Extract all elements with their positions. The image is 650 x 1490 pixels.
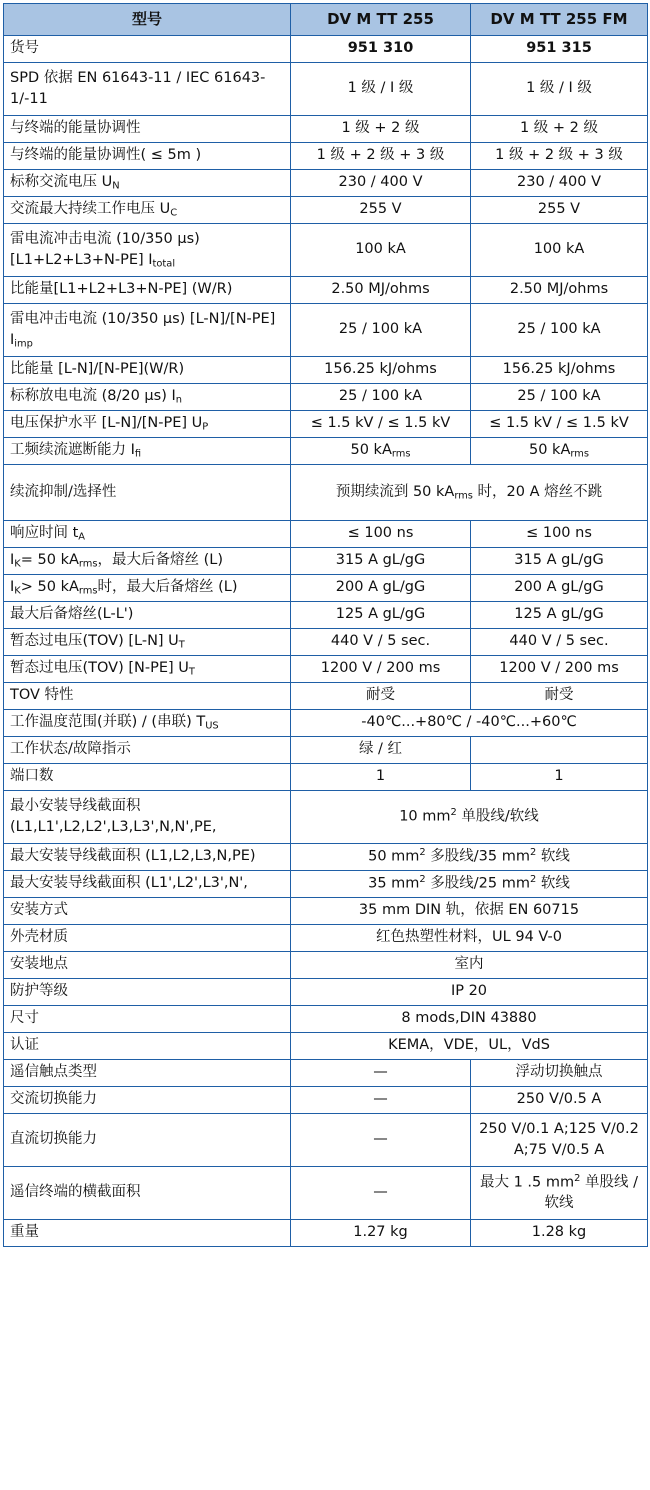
row-label <box>4 925 291 952</box>
text-segment: = 50 kA <box>20 552 79 569</box>
text-segment: — <box>373 1184 388 1201</box>
row-value-dv-m-tt-255 <box>291 438 471 465</box>
text-segment: ，最大后备熔丝 (L) <box>97 552 223 569</box>
row-value-dv-m-tt-255-fm <box>471 521 648 548</box>
text-segment: 50 kA <box>350 442 392 459</box>
row-value-shared <box>291 1033 648 1060</box>
row-value-shared <box>291 465 648 521</box>
table-row <box>4 764 648 791</box>
subscript: rms <box>78 585 98 597</box>
row-label <box>4 548 291 575</box>
text-segment: 认证 <box>10 1037 39 1054</box>
row-label <box>4 1060 291 1087</box>
row-value-dv-m-tt-255-fm <box>471 1060 648 1087</box>
row-label <box>4 844 291 871</box>
row-label <box>4 656 291 683</box>
row-value-dv-m-tt-255 <box>291 737 471 764</box>
text-segment: 125 A gL/gG <box>514 606 604 623</box>
row-value-dv-m-tt-255-fm <box>471 411 648 438</box>
row-label <box>4 438 291 465</box>
text-segment: — <box>373 1091 388 1108</box>
text-segment: 255 V <box>359 201 402 218</box>
row-label <box>4 1114 291 1167</box>
subscript: N <box>112 180 120 192</box>
subscript: n <box>175 394 183 406</box>
row-label <box>4 143 291 170</box>
row-value-dv-m-tt-255 <box>291 197 471 224</box>
text-segment: 25 / 100 kA <box>338 321 423 338</box>
subscript: C <box>170 207 178 219</box>
row-value-dv-m-tt-255 <box>291 411 471 438</box>
row-value-dv-m-tt-255-fm <box>471 1114 648 1167</box>
text-segment: 软线 <box>536 875 570 892</box>
row-label <box>4 63 291 116</box>
text-segment: 2.50 MJ/ohms <box>509 281 609 298</box>
row-label <box>4 1220 291 1247</box>
table-row <box>4 844 648 871</box>
text-segment: 25 / 100 kA <box>517 321 601 338</box>
text-segment: 200 A gL/gG <box>335 579 426 596</box>
row-label <box>4 1087 291 1114</box>
table-row <box>4 1220 648 1247</box>
row-label <box>4 411 291 438</box>
table-row <box>4 710 648 737</box>
row-value-shared <box>291 710 648 737</box>
table-row <box>4 521 648 548</box>
text-segment: 单股线/软线 <box>456 808 539 825</box>
text-segment: 绿 / 红 <box>358 741 403 758</box>
row-label <box>4 683 291 710</box>
text-segment: 遥信终端的横截面积 <box>10 1184 141 1201</box>
row-value-shared <box>291 979 648 1006</box>
text-segment: 255 V <box>537 201 581 218</box>
text-segment: 2.50 MJ/ohms <box>331 281 430 298</box>
row-label <box>4 357 291 384</box>
text-segment: 最大后备熔丝(L-L') <box>10 606 134 623</box>
text-segment: 比能量[L1+L2+L3+N-PE] (W/R) <box>10 281 233 298</box>
text-segment: 230 / 400 V <box>338 174 423 191</box>
text-segment: ≤ 1.5 kV / ≤ 1.5 kV <box>489 415 629 432</box>
table-row <box>4 36 648 63</box>
text-segment: 315 A gL/gG <box>514 552 604 569</box>
row-value-dv-m-tt-255 <box>291 277 471 304</box>
text-segment: IP 20 <box>450 983 488 1000</box>
text-segment: 50 kA <box>529 442 571 459</box>
table-row <box>4 465 648 521</box>
spec-rows <box>4 36 648 1247</box>
table-row <box>4 548 648 575</box>
row-label <box>4 952 291 979</box>
table-row <box>4 304 648 357</box>
table-row <box>4 656 648 683</box>
table-row <box>4 979 648 1006</box>
text-segment: 软线 <box>536 848 570 865</box>
row-label <box>4 170 291 197</box>
text-segment: — <box>373 1131 388 1148</box>
table-row <box>4 197 648 224</box>
table-row <box>4 411 648 438</box>
row-label <box>4 1033 291 1060</box>
row-label <box>4 764 291 791</box>
text-segment: 125 A gL/gG <box>335 606 426 623</box>
table-row <box>4 1114 648 1167</box>
superscript: 2 <box>530 847 537 859</box>
row-value-dv-m-tt-255-fm <box>471 197 648 224</box>
text-segment: 标称交流电压 U <box>10 174 113 191</box>
table-row <box>4 143 648 170</box>
row-value-dv-m-tt-255-fm <box>471 170 648 197</box>
row-value-dv-m-tt-255 <box>291 521 471 548</box>
text-segment: -40℃...+80℃ / -40℃...+60℃ <box>361 714 577 731</box>
row-value-dv-m-tt-255 <box>291 224 471 277</box>
row-value-dv-m-tt-255-fm <box>471 656 648 683</box>
text-segment: 安装方式 <box>10 902 68 919</box>
row-value-dv-m-tt-255 <box>291 304 471 357</box>
row-value-dv-m-tt-255-fm <box>471 143 648 170</box>
text-segment: 工作温度范围(并联) / (串联) T <box>10 714 206 731</box>
row-value-dv-m-tt-255 <box>291 656 471 683</box>
subscript: P <box>202 421 209 433</box>
row-value-dv-m-tt-255 <box>291 63 471 116</box>
row-value-dv-m-tt-255-fm <box>471 224 648 277</box>
text-segment: 315 A gL/gG <box>335 552 426 569</box>
row-label <box>4 224 291 277</box>
text-segment: 1 级 + 2 级 <box>519 120 599 137</box>
text-segment: 最大安装导线截面积 (L1,L2,L3,N,PE) <box>10 848 256 865</box>
subscript: rms <box>570 448 589 460</box>
row-value-dv-m-tt-255 <box>291 170 471 197</box>
subscript: A <box>78 531 86 543</box>
text-segment: 1 级 + 2 级 <box>341 120 420 137</box>
text-segment: 红色热塑性材料，UL 94 V-0 <box>376 929 562 946</box>
row-label <box>4 1006 291 1033</box>
row-value-dv-m-tt-255 <box>291 1087 471 1114</box>
row-value-dv-m-tt-255 <box>291 36 471 63</box>
header-row <box>4 4 648 36</box>
header-dv-m-tt-255: DV M TT 255 <box>291 4 471 36</box>
row-value-shared <box>291 925 648 952</box>
text-segment: 防护等级 <box>10 983 68 1000</box>
text-segment: 暂态过电压(TOV) [N-PE] U <box>10 660 189 677</box>
row-label <box>4 791 291 844</box>
subscript: rms <box>454 490 473 502</box>
table-row <box>4 1060 648 1087</box>
text-segment: 951 310 <box>347 40 414 57</box>
text-segment: I <box>10 552 15 569</box>
text-segment: 100 kA <box>355 241 406 258</box>
table-row <box>4 170 648 197</box>
row-value-dv-m-tt-255 <box>291 548 471 575</box>
superscript: 2 <box>530 874 537 886</box>
row-value-dv-m-tt-255 <box>291 357 471 384</box>
text-segment: 1 级 / I 级 <box>526 80 592 97</box>
row-label <box>4 1167 291 1220</box>
text-segment: 时，20 A 熔丝不跳 <box>472 483 603 500</box>
row-label <box>4 629 291 656</box>
superscript: 2 <box>419 874 426 886</box>
row-value-dv-m-tt-255 <box>291 575 471 602</box>
text-segment: 雷电冲击电流 (10/350 μs) [L-N]/[N-PE] I <box>10 310 276 348</box>
row-value-dv-m-tt-255 <box>291 116 471 143</box>
table-row <box>4 683 648 710</box>
row-value-dv-m-tt-255-fm <box>471 548 648 575</box>
row-label <box>4 277 291 304</box>
row-value-dv-m-tt-255-fm <box>471 575 648 602</box>
subscript: rms <box>78 558 98 570</box>
row-label <box>4 710 291 737</box>
text-segment: 多股线/35 mm <box>425 848 530 865</box>
text-segment: 35 mm DIN 轨，依据 EN 60715 <box>358 902 580 919</box>
table-row <box>4 898 648 925</box>
table-row <box>4 1006 648 1033</box>
text-segment: 浮动切换触点 <box>515 1064 603 1081</box>
table-row <box>4 116 648 143</box>
row-value-shared <box>291 952 648 979</box>
table-row <box>4 224 648 277</box>
text-segment: 1 <box>375 768 386 785</box>
row-value-dv-m-tt-255-fm <box>471 304 648 357</box>
row-label <box>4 304 291 357</box>
row-value-dv-m-tt-255 <box>291 602 471 629</box>
subscript: K <box>14 585 21 597</box>
subscript: T <box>178 639 185 651</box>
subscript: K <box>14 558 21 570</box>
row-value-shared <box>291 791 648 844</box>
text-segment: 250 V/0.1 A;125 V/0.2 A;75 V/0.5 A <box>479 1120 639 1158</box>
table-row <box>4 1033 648 1060</box>
text-segment: 耐受 <box>544 687 574 704</box>
spec-table <box>3 3 648 1247</box>
text-segment: 1 级 + 2 级 + 3 级 <box>495 147 623 164</box>
text-segment: 156.25 kJ/ohms <box>502 361 616 378</box>
row-value-dv-m-tt-255-fm <box>471 36 648 63</box>
row-label <box>4 575 291 602</box>
superscript: 2 <box>450 807 457 819</box>
text-segment: 响应时间 t <box>10 525 79 542</box>
text-segment: 25 / 100 kA <box>517 388 601 405</box>
text-segment: 尺寸 <box>10 1010 39 1027</box>
superscript: 2 <box>574 1172 581 1184</box>
text-segment: 端口数 <box>10 768 54 785</box>
row-label <box>4 36 291 63</box>
text-segment: 1200 V / 200 ms <box>320 660 441 677</box>
text-segment: 雷电流冲击电流 (10/350 μs) [L1+L2+L3+N-PE] I <box>10 230 200 268</box>
text-segment: 1 级 / I 级 <box>347 80 414 97</box>
row-value-dv-m-tt-255 <box>291 1167 471 1220</box>
row-value-shared <box>291 871 648 898</box>
text-segment: 1.28 kg <box>531 1224 587 1241</box>
text-segment: 951 315 <box>526 40 592 57</box>
text-segment: 10 mm <box>399 808 451 825</box>
row-value-dv-m-tt-255 <box>291 1060 471 1087</box>
subscript: US <box>205 720 219 732</box>
row-value-dv-m-tt-255-fm <box>471 683 648 710</box>
text-segment: 续流抑制/选择性 <box>10 483 117 500</box>
text-segment: 50 mm <box>368 848 420 865</box>
row-label <box>4 871 291 898</box>
row-value-shared <box>291 898 648 925</box>
text-segment: 单股线 /软线 <box>544 1174 638 1212</box>
text-segment: 暂态过电压(TOV) [L-N] U <box>10 633 179 650</box>
text-segment: 货号 <box>10 40 39 57</box>
row-label <box>4 197 291 224</box>
text-segment: KEMA，VDE，UL，VdS <box>388 1037 550 1054</box>
row-label <box>4 602 291 629</box>
subscript: imp <box>14 338 33 350</box>
row-label <box>4 465 291 521</box>
text-segment: 440 V / 5 sec. <box>509 633 609 650</box>
row-value-dv-m-tt-255 <box>291 1220 471 1247</box>
row-value-dv-m-tt-255 <box>291 143 471 170</box>
row-label <box>4 898 291 925</box>
row-value-dv-m-tt-255-fm <box>471 764 648 791</box>
table-row <box>4 384 648 411</box>
row-value-dv-m-tt-255-fm <box>471 629 648 656</box>
table-row <box>4 791 648 844</box>
text-segment: 100 kA <box>533 241 585 258</box>
text-segment: 1 级 + 2 级 + 3 级 <box>316 147 445 164</box>
text-segment: 预期续流到 50 kA <box>335 483 455 500</box>
text-segment: 重量 <box>10 1224 39 1241</box>
row-value-dv-m-tt-255-fm <box>471 277 648 304</box>
text-segment: SPD 依据 EN 61643-11 / IEC 61643-1/-11 <box>10 69 266 107</box>
row-value-dv-m-tt-255 <box>291 1114 471 1167</box>
row-value-dv-m-tt-255-fm <box>471 737 648 764</box>
text-segment: 电压保护水平 [L-N]/[N-PE] U <box>10 415 203 432</box>
row-value-shared <box>291 844 648 871</box>
row-label <box>4 384 291 411</box>
text-segment: 时，最大后备熔丝 (L) <box>97 579 238 596</box>
table-row <box>4 871 648 898</box>
text-segment: 耐受 <box>366 687 395 704</box>
text-segment: 最大 1 .5 mm <box>479 1174 575 1191</box>
text-segment: 标称放电电流 (8/20 μs) I <box>10 388 176 405</box>
row-value-dv-m-tt-255 <box>291 384 471 411</box>
text-segment: ≤ 100 ns <box>347 525 414 542</box>
header-dv-m-tt-255-fm: DV M TT 255 FM <box>471 4 648 36</box>
header-model: 型号 <box>4 4 291 36</box>
table-row <box>4 952 648 979</box>
text-segment: TOV 特性 <box>10 687 74 704</box>
row-value-dv-m-tt-255 <box>291 764 471 791</box>
text-segment: 1 <box>554 768 564 785</box>
text-segment: 交流最大持续工作电压 U <box>10 201 171 218</box>
row-value-dv-m-tt-255-fm <box>471 1087 648 1114</box>
text-segment: 工频续流遮断能力 I <box>10 442 135 459</box>
row-value-dv-m-tt-255-fm <box>471 384 648 411</box>
text-segment: 工作状态/故障指示 <box>10 741 131 758</box>
row-value-dv-m-tt-255 <box>291 629 471 656</box>
subscript: rms <box>391 448 411 460</box>
table-row <box>4 63 648 116</box>
text-segment: 与终端的能量协调性( ≤ 5m ) <box>10 147 202 164</box>
row-label <box>4 521 291 548</box>
superscript: 2 <box>419 847 426 859</box>
subscript: T <box>188 666 195 678</box>
text-segment: 250 V/0.5 A <box>516 1091 602 1108</box>
subscript: total <box>152 258 176 270</box>
row-label <box>4 737 291 764</box>
row-value-dv-m-tt-255-fm <box>471 116 648 143</box>
row-value-dv-m-tt-255-fm <box>471 63 648 116</box>
text-segment: 比能量 [L-N]/[N-PE](W/R) <box>10 361 185 378</box>
row-value-dv-m-tt-255-fm <box>471 438 648 465</box>
row-value-dv-m-tt-255-fm <box>471 357 648 384</box>
text-segment: 外壳材质 <box>10 929 68 946</box>
table-row <box>4 1167 648 1220</box>
table-row <box>4 629 648 656</box>
text-segment: > 50 kA <box>20 579 79 596</box>
text-segment: I <box>10 579 15 596</box>
text-segment: 35 mm <box>368 875 420 892</box>
row-value-dv-m-tt-255-fm <box>471 1167 648 1220</box>
text-segment: 遥信触点类型 <box>10 1064 97 1081</box>
text-segment: 156.25 kJ/ohms <box>324 361 437 378</box>
table-row <box>4 602 648 629</box>
text-segment: 直流切换能力 <box>10 1131 97 1148</box>
table-row <box>4 357 648 384</box>
subscript: fi <box>134 448 142 460</box>
text-segment: ≤ 1.5 kV / ≤ 1.5 kV <box>310 415 451 432</box>
text-segment: 1200 V / 200 ms <box>499 660 619 677</box>
text-segment: 最大安装导线截面积 (L1',L2',L3',N', <box>10 875 248 892</box>
row-value-dv-m-tt-255 <box>291 683 471 710</box>
text-segment: 200 A gL/gG <box>514 579 604 596</box>
row-value-dv-m-tt-255-fm <box>471 602 648 629</box>
text-segment: 440 V / 5 sec. <box>330 633 431 650</box>
text-segment: ≤ 100 ns <box>526 525 592 542</box>
text-segment: 与终端的能量协调性 <box>10 120 141 137</box>
text-segment: 多股线/25 mm <box>425 875 530 892</box>
row-value-shared <box>291 1006 648 1033</box>
table-row <box>4 925 648 952</box>
text-segment: 25 / 100 kA <box>338 388 423 405</box>
text-segment: 交流切换能力 <box>10 1091 97 1108</box>
text-segment: 室内 <box>454 956 484 973</box>
table-row <box>4 277 648 304</box>
text-segment: 8 mods,DIN 43880 <box>401 1010 537 1027</box>
text-segment: 1.27 kg <box>353 1224 408 1241</box>
table-row <box>4 575 648 602</box>
table-row <box>4 438 648 465</box>
text-segment: 最小安装导线截面积 (L1,L1',L2,L2',L3,L3',N,N',PE, <box>10 797 217 835</box>
text-segment: — <box>373 1064 388 1081</box>
table-row <box>4 737 648 764</box>
text-segment: 230 / 400 V <box>517 174 601 191</box>
text-segment: 安装地点 <box>10 956 68 973</box>
row-value-dv-m-tt-255-fm <box>471 1220 648 1247</box>
row-label <box>4 979 291 1006</box>
row-label <box>4 116 291 143</box>
table-row <box>4 1087 648 1114</box>
